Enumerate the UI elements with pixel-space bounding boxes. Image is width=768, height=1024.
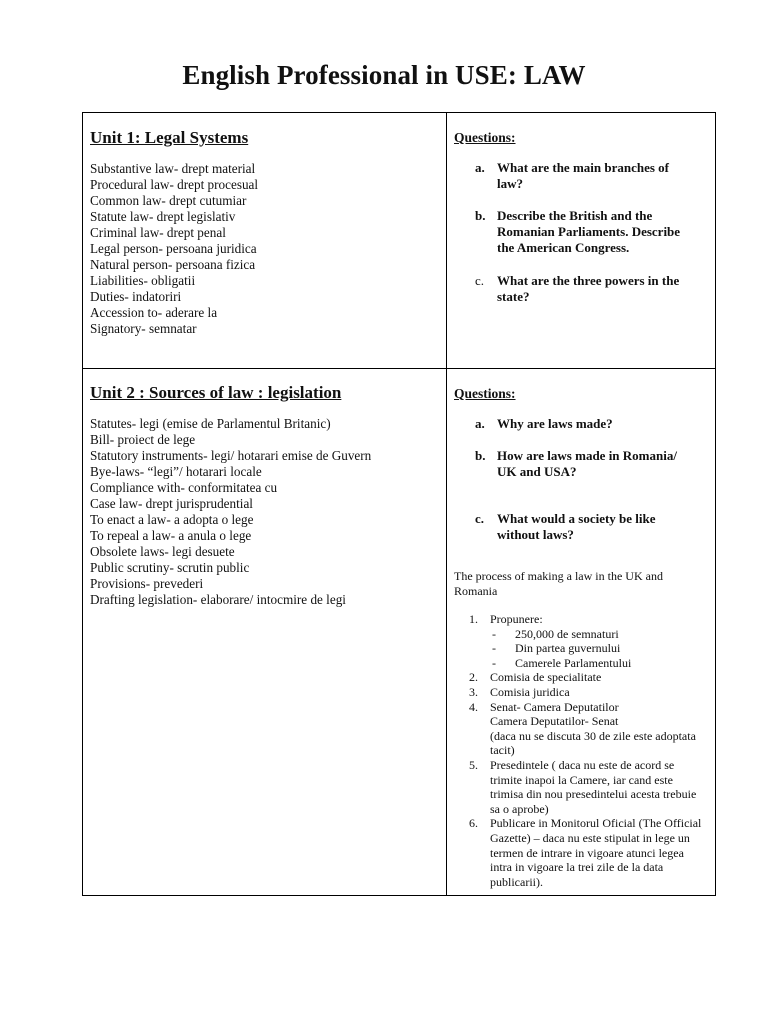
unit2-title: Unit 2 : Sources of law : legislation: [90, 383, 342, 402]
question-text: Why are laws made?: [497, 416, 613, 431]
term-item: Obsolete laws- legi desuete: [90, 544, 235, 559]
term-item: Common law- drept cutumiar: [90, 193, 247, 208]
step-text: Senat- Camera Deputatilor: [490, 699, 619, 714]
unit1-terms-list: [90, 161, 446, 337]
step-text: Presedintele ( daca nu este de acord se trimite inapoi la Camere, iar cand este trimisa din nou presedintelui acesta trebuie sa o aprobe): [490, 757, 697, 816]
term-item: Substantive law- drept material: [90, 161, 256, 176]
process-step: [447, 758, 715, 816]
unit2-questions-cell: [447, 369, 716, 896]
term-item: Signatory- semnatar: [90, 321, 197, 336]
step-number: 5.: [469, 757, 478, 772]
term-item: To enact a law- a adopta o lege: [90, 512, 254, 527]
step-line: (daca nu se discuta 30 de zile este adoptata tacit): [490, 728, 696, 758]
step-text: Comisia juridica: [490, 684, 570, 699]
term-item: Provisions- prevederi: [90, 576, 204, 591]
question-item: [447, 160, 715, 192]
term-item: Liabilities- obligatii: [90, 273, 196, 288]
term-item: Compliance with- conformitatea cu: [90, 480, 278, 495]
sub-item-text: 250,000 de semnaturi: [515, 626, 619, 641]
term-item: Drafting legislation- elaborare/ intocmire de legi: [90, 592, 346, 607]
term-item: Statutory instruments- legi/ hotarari emise de Guvern: [90, 448, 372, 463]
step-text: Comisia de specialitate: [490, 670, 602, 685]
question-marker: b.: [475, 208, 486, 223]
question-text: Describe the British and the Romanian Parliaments. Describe the American Congress.: [497, 208, 681, 255]
unit2-questions-list: [447, 416, 715, 543]
question-marker: b.: [475, 448, 486, 463]
document-title: English Professional in USE: LAW: [182, 60, 586, 90]
process-step: [447, 670, 715, 685]
question-marker: a.: [475, 160, 485, 175]
sub-item: - Camerele Parlamentului: [492, 655, 632, 670]
step-sub-list: [490, 627, 715, 671]
question-item: [447, 208, 715, 256]
question-item: [447, 416, 715, 432]
step-number: 1.: [469, 612, 478, 626]
term-item: Accession to- aderare la: [90, 305, 218, 320]
question-marker: c.: [475, 273, 485, 288]
term-item: Duties- indatoriri: [90, 289, 182, 304]
question-marker: c.: [475, 511, 485, 526]
step-text: Propunere:: [490, 612, 543, 626]
unit1-questions-list: [447, 160, 715, 305]
sub-item: - 250,000 de semnaturi: [492, 626, 619, 641]
step-line: Camera Deputatilor- Senat: [490, 714, 619, 729]
question-item: [447, 448, 715, 480]
step-number: 2.: [469, 670, 478, 685]
step-number: 3.: [469, 684, 478, 699]
term-item: To repeal a law- a anula o lege: [90, 528, 252, 543]
question-text: What would a society be like without laws?: [497, 511, 656, 542]
term-item: Procedural law- drept procesual: [90, 177, 259, 192]
unit1-row: [83, 113, 716, 369]
unit2-questions-heading: Questions:: [454, 386, 516, 401]
unit1-vocabulary-cell: [83, 113, 447, 369]
term-item: Statute law- drept legislativ: [90, 209, 236, 224]
unit2-terms-list: [90, 416, 446, 608]
term-item: Statutes- legi (emise de Parlamentul Britanic): [90, 416, 331, 431]
question-marker: a.: [475, 416, 485, 431]
sub-item: - Din partea guvernului: [492, 641, 621, 656]
unit1-questions-heading: Questions:: [454, 130, 516, 145]
question-item: [447, 511, 715, 543]
step-text: Publicare in Monitorul Oficial (The Official Gazette) – daca nu este stipulat in lege un termen de intrare in vigoare atunci legea intra in vigoare la trei zile de la data publicarii).: [490, 816, 702, 889]
unit2-row: [83, 369, 716, 896]
term-item: Criminal law- drept penal: [90, 225, 226, 240]
step-number: 4.: [469, 699, 478, 714]
process-intro: The process of making a law in the UK and Romania: [454, 569, 663, 598]
unit1-questions-cell: [447, 113, 716, 369]
term-item: Case law- drept jurisprudential: [90, 496, 253, 511]
term-item: Legal person- persoana juridica: [90, 241, 257, 256]
sub-item-text: Din partea guvernului: [515, 641, 621, 656]
unit1-title: Unit 1: Legal Systems: [90, 128, 249, 147]
term-item: Bye-laws- “legi”/ hotarari locale: [90, 464, 262, 479]
process-step: [447, 816, 715, 889]
process-step: [447, 700, 715, 758]
process-step: [447, 685, 715, 700]
units-table: [82, 112, 716, 896]
step-number: 6.: [469, 816, 478, 831]
unit2-vocabulary-cell: [83, 369, 447, 896]
question-item: [447, 273, 715, 305]
process-steps-list: [447, 612, 715, 889]
question-text: How are laws made in Romania/ UK and USA?: [497, 448, 677, 479]
process-step: [447, 612, 715, 670]
term-item: Natural person- persoana fizica: [90, 257, 256, 272]
term-item: Public scrutiny- scrutin public: [90, 560, 250, 575]
sub-item-text: Camerele Parlamentului: [515, 655, 632, 670]
term-item: Bill- proiect de lege: [90, 432, 196, 447]
question-text: What are the main branches of law?: [497, 160, 670, 191]
question-text: What are the three powers in the state?: [497, 273, 680, 304]
